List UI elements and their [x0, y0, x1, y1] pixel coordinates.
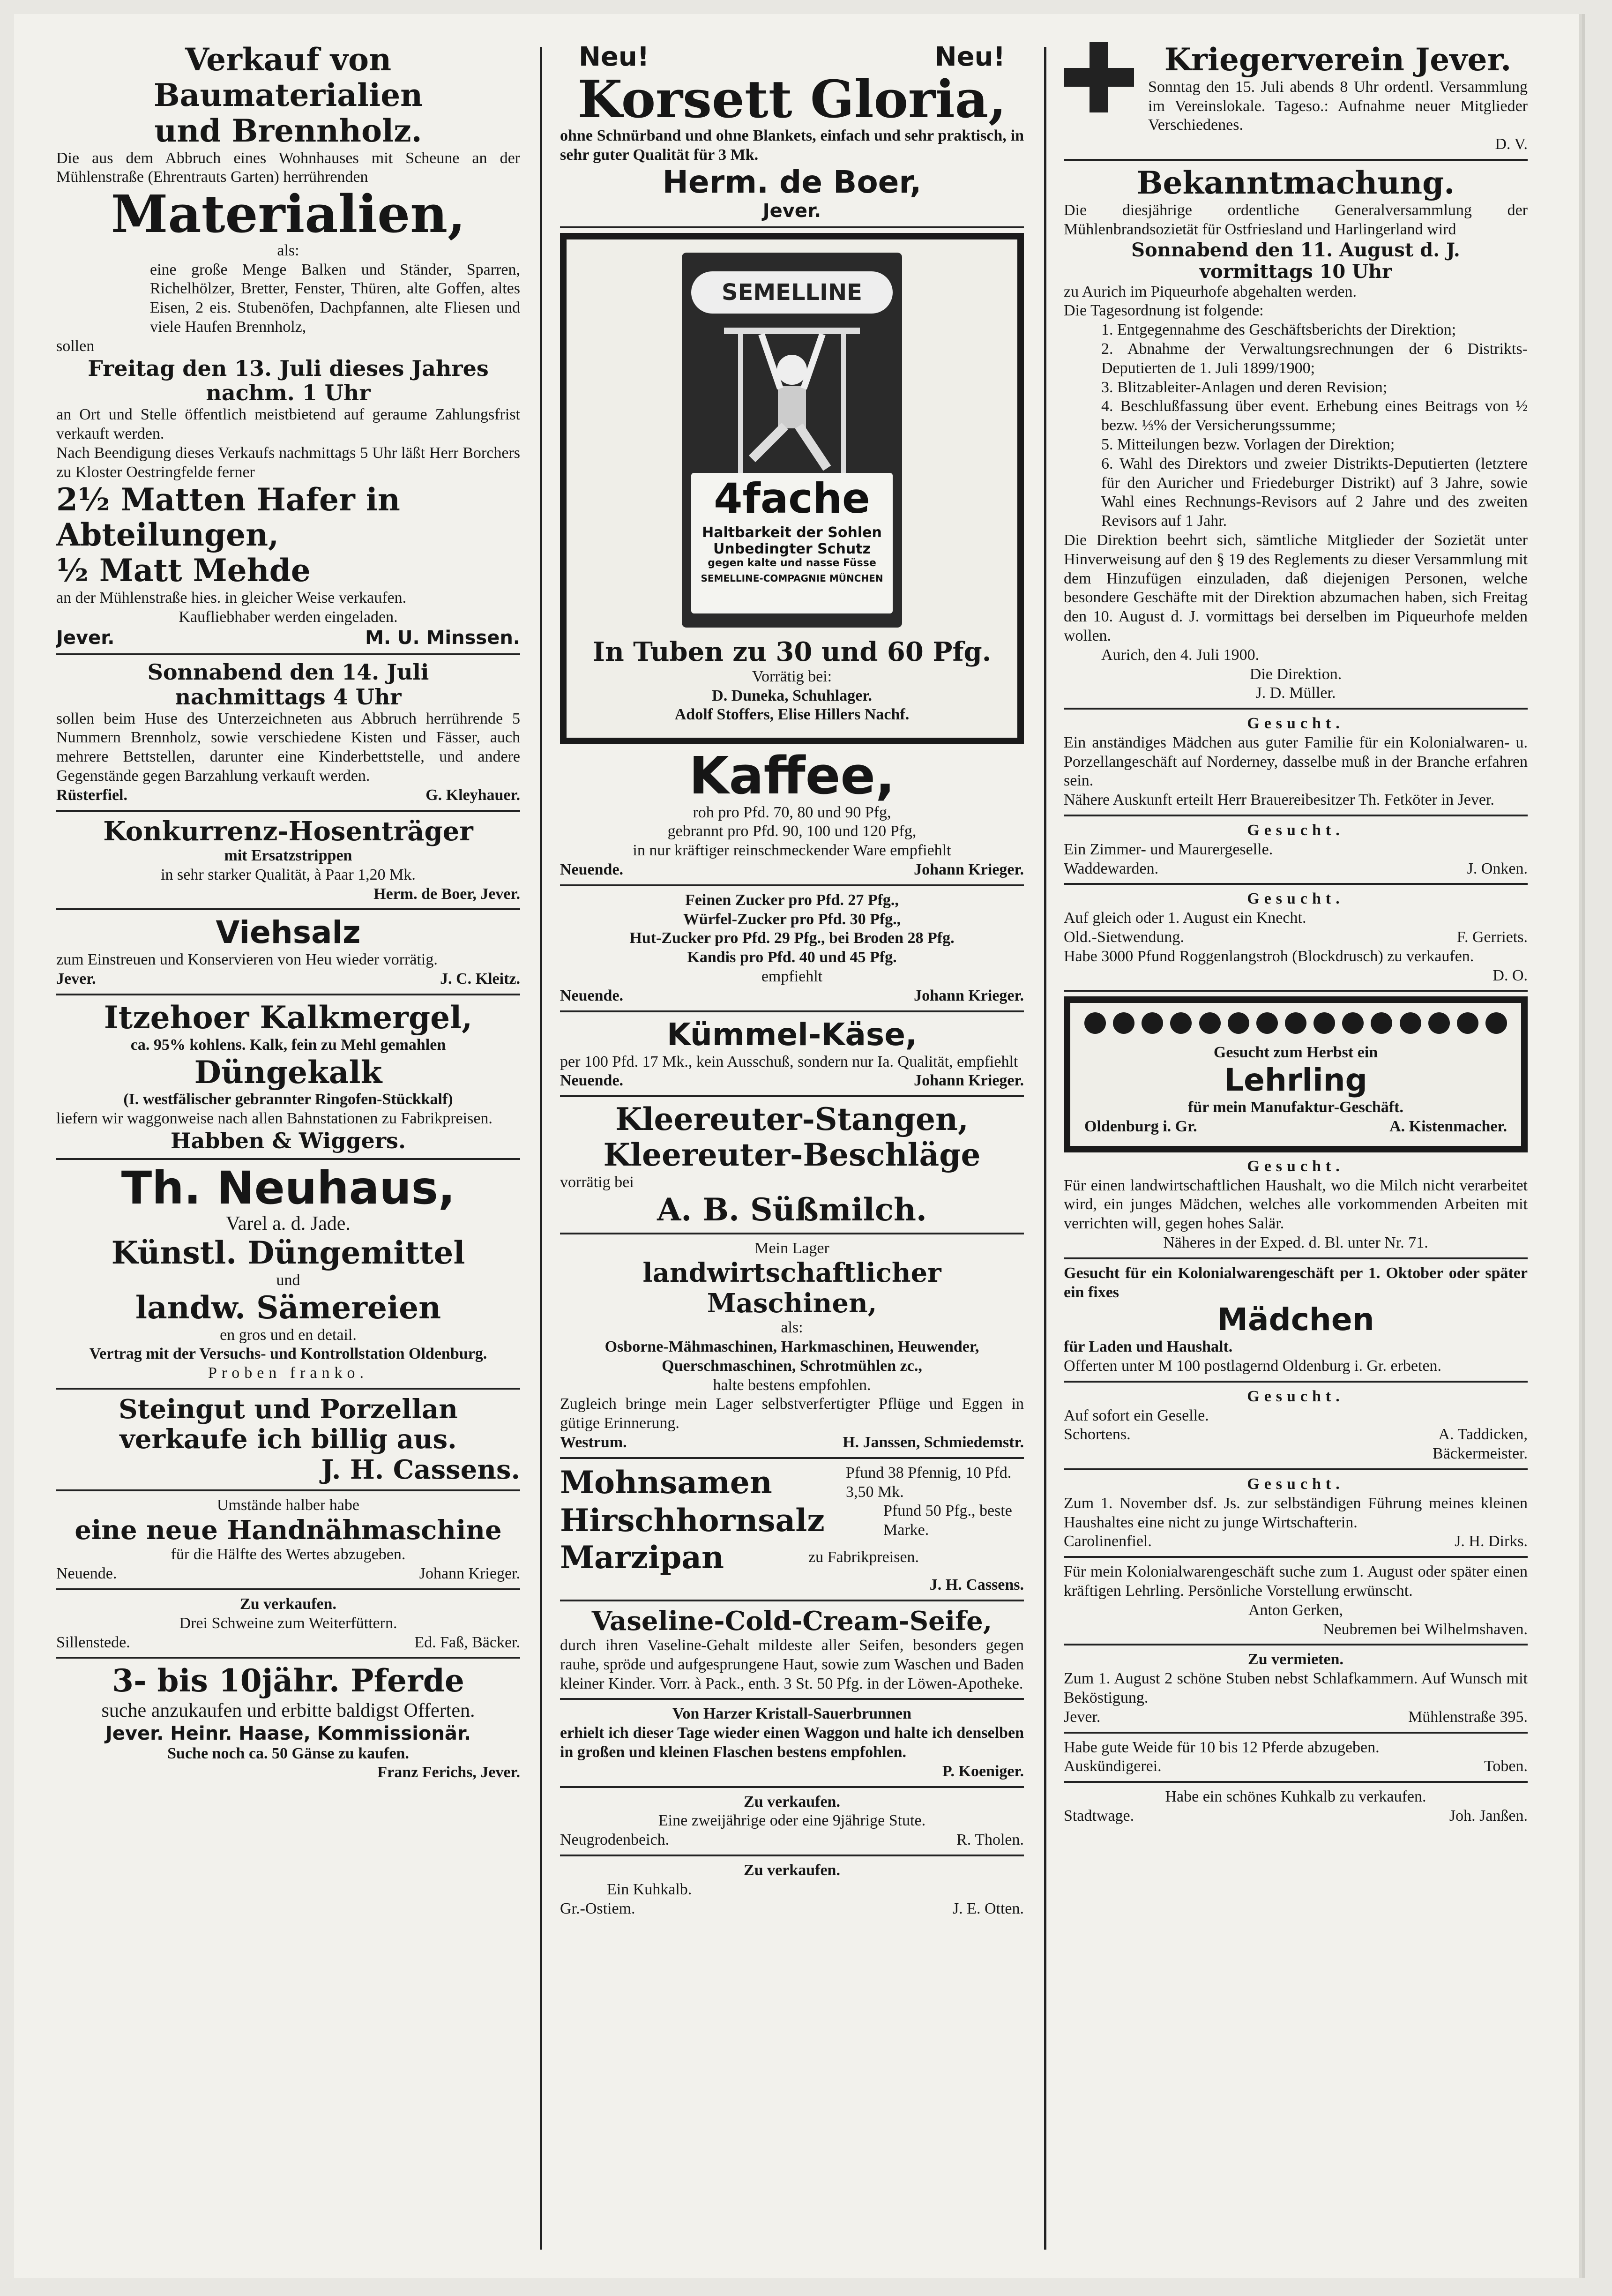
ad-product: Hirschhornsalz [560, 1502, 825, 1539]
ad-gesucht-knecht [1064, 890, 1528, 992]
ad-price: zu Fabrikpreisen. [808, 1548, 919, 1566]
ad-signature-row [56, 627, 520, 649]
ad-signature: F. Gerriets. [1456, 928, 1528, 946]
ad-signature-row [1064, 1757, 1528, 1776]
column-rule [540, 47, 542, 2250]
ad-signature: J. D. Müller. [1255, 684, 1336, 702]
ad-signature: M. U. Minssen. [365, 627, 520, 649]
ad-headline: Künstl. Düngemittel [111, 1234, 465, 1271]
ad-text: Die Direktion beehrt sich, sämtliche Mitglieder der Sozietät unter Hinverweisung auf den § 19 des Reglements zu dieser Versammlung mit dem Hinzufügen einzuladen, daß diejenigen Personen, welche besondere Geschäfte mit der Direktion abzumachen haben, sich Freitag den 10. August d. J. vormittags bei derselben im Piqueurhofe melden wollen. [1064, 531, 1528, 644]
ad-text: und [276, 1271, 300, 1289]
ad-subtitle: ca. 95% kohlens. Kalk, fein zu Mehl gemahlen [130, 1036, 446, 1054]
ad-text: Auf gleich oder 1. August ein Knecht. [1064, 909, 1306, 927]
ad-title: Bekanntmachung. [1136, 165, 1455, 202]
ad-text: eine große Menge Balken und Ständer, Sparren, Richelhölzer, Bretter, Fenster, Thüren, alte Goffen, altes Eisen, 2 eis. Stubenöfen, Dachpfannen, alte Fliesen und viele Haufen Brennholz, [150, 261, 520, 336]
ad-signature-row [560, 1433, 1024, 1452]
ad-title: Viehsalz [216, 914, 361, 951]
ad-signature: Mühlenstraße 395. [1408, 1708, 1528, 1726]
ad-signature-row [560, 1071, 1024, 1091]
ad-seller: Adolf Stoffers, Elise Hillers Nachf. [674, 706, 910, 724]
ad-headline: landwirtschaftlicher Maschinen, [642, 1257, 941, 1319]
ad-steingut [56, 1394, 520, 1491]
ad-headline: In Tuben zu 30 und 60 Pfg. [592, 636, 992, 668]
ad-seller: D. Duneka, Schuhlager. [712, 687, 872, 704]
ad-signature: Habben & Wiggers. [171, 1128, 406, 1153]
ad-text: für Laden und Haushalt. [1064, 1338, 1233, 1356]
ad-text: Würfel-Zucker pro Pfd. 30 Pfg., [683, 910, 901, 928]
ad-date: Sonnabend den 14. Juli [147, 659, 429, 685]
ad-text: Die aus dem Abbruch eines Wohnhauses mit Scheune an der Mühlenstraße (Ehrentrauts Garten) herrührenden [56, 149, 520, 186]
ad-text: Feinen Zucker pro Pfd. 27 Pfg., [685, 891, 899, 909]
ad-text: für mein Manufaktur-Geschäft. [1188, 1099, 1403, 1116]
ad-heading: Zu verkaufen. [240, 1595, 336, 1613]
ad-zucker [560, 891, 1024, 1012]
ad-text: Habe ein schönes Kuhkalb zu verkaufen. [1165, 1788, 1426, 1806]
ad-text: Osborne-Mähmaschinen, Harkmaschinen, Heuwender, Querschmaschinen, Schrotmühlen zc., [604, 1338, 979, 1375]
ad-heading: Gesucht. [1247, 715, 1344, 733]
kriegerverein-body [1148, 42, 1528, 135]
ad-title: Kümmel-Käse, [666, 1016, 918, 1053]
ad-title: Mädchen [1217, 1301, 1374, 1338]
agenda-item: 4. Beschlußfassung über event. Erhebung eines Beitrags von ½ bezw. ⅓% der Versicherungssumme; [1101, 397, 1528, 434]
ad-signature-row [56, 1633, 520, 1653]
ad-text: Offerten unter M 100 postlagernd Oldenburg i. Gr. erbeten. [1064, 1357, 1442, 1375]
ad-signature: G. Kleyhauer. [425, 786, 520, 804]
ad-place: Waddewarden. [1064, 860, 1159, 877]
ad-headline: 2½ Matten Hafer in Abteilungen, [56, 481, 400, 553]
ad-place: Gr.-Ostiem. [560, 1900, 635, 1917]
ad-kaffee [560, 746, 1024, 886]
ad-headline: landw. Sämereien [135, 1289, 441, 1326]
ad-text: durch ihren Vaseline-Gehalt mildeste aller Seifen, besonders gegen rauhe, spröde und aufgesprungene Haut, sowie zum Waschen und Baden kleiner Kinder. Vorr. à Pack., enth. 3 St. 50 Pfg. in der Löwen-Apotheke. [560, 1637, 1024, 1692]
semelline-line: Unbedingter Schutz [713, 541, 871, 558]
ad-signature: J. H. Cassens. [929, 1576, 1024, 1593]
ad-signature: Anton Gerken, [1248, 1601, 1343, 1619]
ad-heading: Gesucht. [1247, 1157, 1344, 1175]
ad-text: Vertrag mit der Versuchs- und Kontrollstation Oldenburg. [89, 1345, 487, 1363]
ad-subtitle: mit Ersatzstrippen [224, 846, 352, 864]
ad-signature-row [56, 1564, 520, 1584]
ad-text: Drei Schweine zum Weiterfüttern. [179, 1614, 397, 1632]
ad-heading: Gesucht. [1247, 1475, 1344, 1493]
ad-viehsalz [56, 915, 520, 995]
ad-time: vormittags 10 Uhr [1199, 260, 1392, 283]
ad-text: Gesucht zum Herbst ein [1213, 1044, 1378, 1062]
ad-place: Carolinenfiel. [1064, 1533, 1152, 1550]
ad-place: Varel a. d. Jade. [226, 1212, 351, 1234]
ad-signature-row [1064, 1807, 1528, 1826]
ad-lehrling-gerken [1064, 1563, 1528, 1645]
ad-signature-row [560, 1900, 1024, 1919]
ad-signature-row [1064, 1425, 1528, 1444]
ad-text: Zum 1. August 2 schöne Stuben nebst Schlafkammern. Auf Wunsch mit Beköstigung. [1064, 1670, 1528, 1706]
ad-signature-row [560, 1831, 1024, 1850]
ad-signature: Joh. Janßen. [1449, 1807, 1528, 1825]
ad-heading: Gesucht. [1247, 822, 1344, 839]
ad-subtitle: (I. westfälischer gebrannter Ringofen-Stückkalf) [123, 1091, 453, 1108]
ad-text: Kaufliebhaber werden eingeladen. [179, 608, 398, 626]
ad-title: Th. Neuhaus, [121, 1161, 455, 1214]
ad-date: Freitag den 13. Juli dieses Jahres [88, 355, 489, 381]
ad-signature: Herm. de Boer, Jever. [373, 885, 520, 903]
ad-heading: Zu vermieten. [1248, 1651, 1343, 1668]
ad-place: Rüsterfiel. [56, 786, 128, 804]
agenda-item: 3. Blitzableiter-Anlagen und deren Revision; [1101, 378, 1388, 396]
column-rule [1044, 47, 1046, 2250]
ad-signature: A. B. Süßmilch. [657, 1191, 927, 1228]
ad-text: Sonntag den 15. Juli abends 8 Uhr ordentl. Versammlung im Vereinslokale. Tageso.: Aufnahme neuer Mitglieder Verschiedenes. [1148, 78, 1528, 134]
ad-signature-row [1064, 860, 1528, 879]
ad-kalkmergel [56, 1000, 520, 1160]
ad-vermieten [1064, 1650, 1528, 1733]
ad-signature: A. Kistenmacher. [1389, 1117, 1507, 1135]
ad-title: und Brennholz. [154, 112, 422, 149]
climbing-boy-figure [719, 328, 865, 487]
ad-text: suche anzukaufen und erbitte baldigst Offerten. [101, 1700, 475, 1722]
iron-cross-icon [1064, 42, 1134, 112]
ad-date: Sonnabend den 11. August d. J. [1131, 239, 1460, 261]
ad-kicker-row [560, 42, 1024, 72]
ad-gesucht-geselle [1064, 821, 1528, 885]
ad-bekanntmachung [1064, 165, 1528, 710]
semelline-poster [682, 253, 902, 628]
ad-gesucht-haushalt [1064, 1157, 1528, 1259]
ad-heading: Zu verkaufen. [744, 1861, 840, 1879]
ad-weide [1064, 1738, 1528, 1783]
ad-place: Auskündigerei. [1064, 1758, 1162, 1775]
ad-signature: J. H. Cassens. [321, 1454, 520, 1485]
ad-title: Itzehoer Kalkmergel, [104, 999, 473, 1036]
ad-headline: Materialien, [111, 184, 466, 245]
ad-text: Hut-Zucker pro Pfd. 29 Pfg., bei Broden 28 Pfg. [629, 929, 955, 947]
ad-place: Jever. [1064, 1708, 1101, 1726]
ad-text: gebrannt pro Pfd. 90, 100 und 120 Pfg, [667, 823, 917, 840]
ad-signature: Bäckermeister. [1433, 1445, 1528, 1463]
ad-signature-row [1064, 1708, 1528, 1727]
ad-korsett [560, 42, 1024, 228]
ad-signature: Johann Krieger. [419, 1565, 520, 1583]
ad-text: en gros und en detail. [220, 1326, 357, 1344]
ad-text: ohne Schnürband und ohne Blankets, einfach und sehr praktisch, in sehr guter Qualität für 3 Mk. [560, 127, 1024, 164]
ad-product-row [560, 1464, 1024, 1502]
ad-text: an der Mühlenstraße hies. in gleicher Weise verkaufen. [56, 589, 407, 607]
ad-title: Lehrling [1224, 1062, 1367, 1099]
kriegerverein-header [1064, 42, 1528, 135]
ad-text: zu Aurich im Piqueurhofe abgehalten werden. [1064, 283, 1357, 300]
ad-text: Eine zweijährige oder eine 9jährige Stute. [658, 1812, 926, 1830]
ad-text: liefern wir waggonweise nach allen Bahnstationen zu Fabrikpreisen. [56, 1110, 493, 1128]
ad-signature: J. E. Otten. [952, 1900, 1024, 1917]
ad-text: Näheres in der Exped. d. Bl. unter Nr. 71. [1163, 1234, 1428, 1251]
decorative-border [1084, 1012, 1507, 1034]
ad-signature-row [1064, 928, 1528, 947]
ad-price: Pfund 50 Pfg., beste Marke. [883, 1502, 1012, 1539]
agenda-item: 6. Wahl des Direktors und zweier Distrikts-Deputierten (letztere für den Auricher und Friedeburger Distrikt) auf 3 Jahre, sowie Wahl eines Rechnungs-Revisors auf 2 Jahre und des zweiten Revisors auf 1 Jahr. [1101, 455, 1528, 530]
ad-kicker: Neu! [934, 42, 1005, 72]
ad-place: Stadtwage. [1064, 1807, 1134, 1825]
ad-title: Düngekalk [194, 1054, 382, 1091]
ad-place: Jever. [762, 200, 821, 222]
ad-text: Vorrätig bei: [752, 667, 832, 685]
ad-text: Habe 3000 Pfund Roggenlangstroh (Blockdrusch) zu verkaufen. [1064, 947, 1474, 965]
ad-title: Kleereuter-Stangen, [615, 1101, 969, 1138]
ad-text: an Ort und Stelle öffentlich meistbietend auf geraume Zahlungsfrist verkauft werden. [56, 406, 520, 443]
ad-signature: Ed. Faß, Bäcker. [414, 1633, 520, 1651]
ad-title: Konkurrenz-Hosenträger [103, 815, 473, 847]
ad-neuhaus [56, 1161, 520, 1390]
ad-text: Suche noch ca. 50 Gänse zu kaufen. [167, 1744, 409, 1762]
ad-place: Neugrodenbeich. [560, 1831, 670, 1849]
ad-signature: D. O. [1493, 966, 1528, 984]
ad-place: Schortens. [1064, 1426, 1131, 1443]
ad-title: Verkauf von Baumaterialien [153, 42, 423, 113]
ad-sonnabend [56, 660, 520, 812]
ad-place: Jever. [56, 627, 115, 649]
ad-signature: Franz Ferichs, Jever. [377, 1764, 520, 1781]
ad-kuhkalb [560, 1861, 1024, 1923]
ad-text: zum Einstreuen und Konservieren von Heu wieder vorrätig. [56, 951, 438, 969]
ad-text: Die Tagesordnung ist folgende: [1064, 302, 1264, 320]
ad-signature-row [56, 970, 520, 989]
column-3 [1064, 42, 1528, 2259]
ad-signature-row [560, 860, 1024, 880]
ad-text: Kandis pro Pfd. 40 und 45 Pfg. [687, 949, 897, 966]
ad-signature-row [1084, 1117, 1507, 1137]
ad-product-row [560, 1540, 1024, 1576]
ad-signature: Johann Krieger. [914, 861, 1024, 879]
semelline-company: SEMELLINE-COMPAGNIE MÜNCHEN [701, 573, 883, 584]
ad-text: Habe gute Weide für 10 bis 12 Pferde abzugeben. [1064, 1738, 1380, 1756]
ad-text: Auf sofort ein Geselle. [1064, 1406, 1209, 1424]
ad-signature: J. C. Kleitz. [440, 970, 520, 988]
ad-heading: Gesucht. [1247, 890, 1344, 908]
ad-signature: P. Koeniger. [942, 1762, 1024, 1780]
ad-signature: Johann Krieger. [914, 987, 1024, 1004]
ad-text: Proben franko. [208, 1364, 369, 1382]
semelline-line: gegen kalte und nasse Füsse [708, 557, 876, 569]
ad-title: Kaffee, [689, 746, 895, 806]
ad-headline: eine neue Handnähmaschine [75, 1515, 502, 1546]
ad-naehmaschine [56, 1496, 520, 1590]
ad-headline: Steingut und Porzellan [119, 1394, 458, 1425]
ad-schweine [56, 1595, 520, 1659]
ad-signature: J. H. Dirks. [1455, 1533, 1528, 1550]
ad-text: für die Hälfte des Wertes abzugeben. [171, 1546, 406, 1563]
ad-text: per 100 Pfd. 17 Mk., kein Ausschuß, sondern nur Ia. Qualität, empfiehlt [560, 1053, 1018, 1070]
ad-vaseline [560, 1606, 1024, 1700]
ad-text: vorrätig bei [560, 1173, 634, 1191]
ad-signature-row [56, 786, 520, 805]
ad-gesucht-laden-maedchen [1064, 1264, 1528, 1383]
ad-gesucht-baecker [1064, 1387, 1528, 1470]
ad-product: Marzipan [560, 1539, 724, 1576]
ad-text: in nur kräftiger reinschmeckender Ware empfiehlt [633, 842, 951, 860]
ad-heading: Zu verkaufen. [744, 1793, 840, 1810]
ad-kleereuter [560, 1102, 1024, 1234]
ad-gesucht-wirtschafterin [1064, 1475, 1528, 1558]
ad-heading: Gesucht. [1247, 1387, 1344, 1405]
ad-text: Ein Kuhkalb. [607, 1880, 692, 1898]
ad-place: Sillenstede. [56, 1633, 130, 1651]
ad-text: Mein Lager [754, 1239, 829, 1257]
ad-firm: Herm. de Boer, [662, 164, 922, 201]
ad-text: Zugleich bringe mein Lager selbstverfertigter Pflüge und Eggen in gütige Erinnerung. [560, 1395, 1024, 1432]
ad-signature: Jever. Heinr. Haase, Kommissionär. [105, 1722, 471, 1744]
ad-text: Für einen landwirtschaftlichen Haushalt, wo die Milch nicht verarbeitet wird, ein junges Mädchen, welches alle vorkommenden Arbeiten mit verrichten will, gegen hohes Salär. [1064, 1176, 1528, 1233]
ad-signature: Johann Krieger. [914, 1072, 1024, 1090]
ad-text: Nähere Auskunft erteilt Herr Brauereibesitzer Th. Fetköter in Jever. [1064, 791, 1494, 809]
ad-title: Von Harzer Kristall-Sauerbrunnen [672, 1705, 912, 1723]
ad-time: nachmittags 4 Uhr [175, 684, 402, 710]
ad-text: Ein Zimmer- und Maurergeselle. [1064, 840, 1273, 858]
ad-signature: R. Tholen. [956, 1831, 1024, 1849]
ad-text: als: [781, 1319, 803, 1337]
ad-signature: Toben. [1484, 1758, 1528, 1775]
ad-place: Jever. [56, 970, 96, 988]
ad-product-row [560, 1502, 1024, 1540]
ad-date: Aurich, den 4. Juli 1900. [1101, 646, 1260, 664]
ad-signature-row [1064, 1532, 1528, 1551]
ad-text: sollen [56, 337, 95, 355]
ad-text: als: [277, 241, 299, 259]
semelline-card [691, 473, 893, 613]
ad-signature-row [560, 987, 1024, 1006]
ad-lehrling [1064, 996, 1528, 1152]
ad-place: Westrum. [560, 1433, 627, 1451]
ad-text: Ein anständiges Mädchen aus guter Familie für ein Kolonialwaren- u. Porzellangeschäft auf Norderney, dasselbe muß in der Branche erfahren sein. [1064, 733, 1528, 790]
agenda-item: 2. Abnahme der Verwaltungsrechnungen der 6 Distrikts-Deputierten de 1. Juli 1899/1900; [1101, 340, 1528, 377]
ad-place: Neuende. [560, 987, 624, 1004]
ad-harzer [560, 1705, 1024, 1787]
ad-signature: Neubremen bei Wilhelmshaven. [1322, 1620, 1528, 1638]
ad-title: Vaseline-Cold-Cream-Seife, [591, 1605, 993, 1637]
ad-text: in sehr starker Qualität, à Paar 1,20 Mk. [161, 866, 416, 883]
semelline-number: 4fache [714, 474, 870, 523]
column-1 [56, 42, 520, 2259]
ad-hosentraeger [56, 816, 520, 911]
ad-text: halte bestens empfohlen. [713, 1376, 871, 1394]
ad-text: Umstände halber habe [217, 1496, 359, 1514]
agenda-item: 1. Entgegennahme des Geschäftsberichts der Direktion; [1101, 321, 1456, 339]
semelline-logo: SEMELLINE [691, 271, 893, 314]
ad-semelline [560, 233, 1024, 744]
ad-signature: J. Onken. [1467, 860, 1528, 877]
ad-text: Gesucht für ein Kolonialwarengeschäft per 1. Oktober oder später ein fixes [1064, 1264, 1528, 1301]
ad-time: nachm. 1 Uhr [206, 380, 371, 406]
ad-title: 3- bis 10jähr. Pferde [112, 1662, 464, 1699]
ad-kaese [560, 1017, 1024, 1097]
ad-place: Neuende. [56, 1565, 117, 1583]
ad-text: Für mein Kolonialwarengeschäft suche zum 1. August oder später einen kräftigen Lehrling. Persönliche Vorstellung erwünscht. [1064, 1563, 1528, 1600]
column-2 [560, 42, 1024, 2259]
semelline-line: Haltbarkeit der Sohlen [702, 524, 882, 541]
ad-gesucht-maedchen [1064, 714, 1528, 816]
ad-signature: D. V. [1495, 135, 1528, 153]
ad-text: Nach Beendigung dieses Verkaufs nachmittags 5 Uhr läßt Herr Borchers zu Kloster Oestringfelde ferner [56, 444, 520, 481]
ad-text: sollen beim Huse des Unterzeichneten aus Abbruch herrührende 5 Nummern Brennholz, sowie verschiedene Kisten und Fässer, auch mehrere Bettstellen, darunter eine Kinderbettstelle, und andere Gegenstände gegen Barzahlung verkauft werden. [56, 710, 520, 785]
ad-headline: verkaufe ich billig aus. [119, 1424, 457, 1455]
ad-baumaterialien [56, 42, 520, 655]
ad-text: Zum 1. November dsf. Js. zur selbständigen Führung meines kleinen Haushaltes eine nicht zu junge Wirtschafterin. [1064, 1494, 1528, 1531]
ad-stute [560, 1793, 1024, 1856]
ad-text: erhielt ich dieser Tage wieder einen Waggon und halte ich denselben in großen und kleinen Flaschen bestens empfohlen. [560, 1724, 1024, 1761]
ad-text: Die Direktion. [1249, 665, 1342, 683]
ad-title: Kleereuter-Beschläge [603, 1137, 981, 1173]
ad-text: roh pro Pfd. 70, 80 und 90 Pfg, [693, 803, 891, 821]
newspaper-page [14, 14, 1579, 2278]
ad-price: Pfund 38 Pfennig, 10 Pfd. 3,50 Mk. [846, 1464, 1012, 1501]
agenda-item: 5. Mitteilungen bezw. Vorlagen der Direktion; [1101, 435, 1395, 453]
ad-title: Korsett Gloria, [577, 69, 1007, 130]
ad-product: Mohnsamen [560, 1464, 772, 1501]
ad-place: Oldenburg i. Gr. [1084, 1117, 1197, 1135]
ad-mohnsamen [560, 1464, 1024, 1601]
ad-text: Die diesjährige ordentliche Generalversammlung der Mühlenbrandsozietät für Ostfriesland und Harlingerland wird [1064, 201, 1528, 238]
ad-place: Neuende. [560, 1072, 624, 1090]
ad-signature: A. Taddicken, [1438, 1426, 1528, 1443]
ad-headline: ½ Matt Mehde [56, 552, 311, 589]
ad-signature: H. Janssen, Schmiedemstr. [843, 1433, 1024, 1451]
ad-title: Kriegerverein Jever. [1164, 42, 1512, 78]
ad-kriegerverein [1064, 42, 1528, 161]
ad-pferde [56, 1663, 520, 1787]
ad-kicker: Neu! [579, 42, 649, 72]
ad-maschinen [560, 1239, 1024, 1459]
ad-text: empfiehlt [761, 968, 823, 986]
ad-kuhkalb-janssen [1064, 1787, 1528, 1831]
ad-place: Old.-Sietwendung. [1064, 928, 1184, 946]
ad-place: Neuende. [560, 861, 624, 879]
